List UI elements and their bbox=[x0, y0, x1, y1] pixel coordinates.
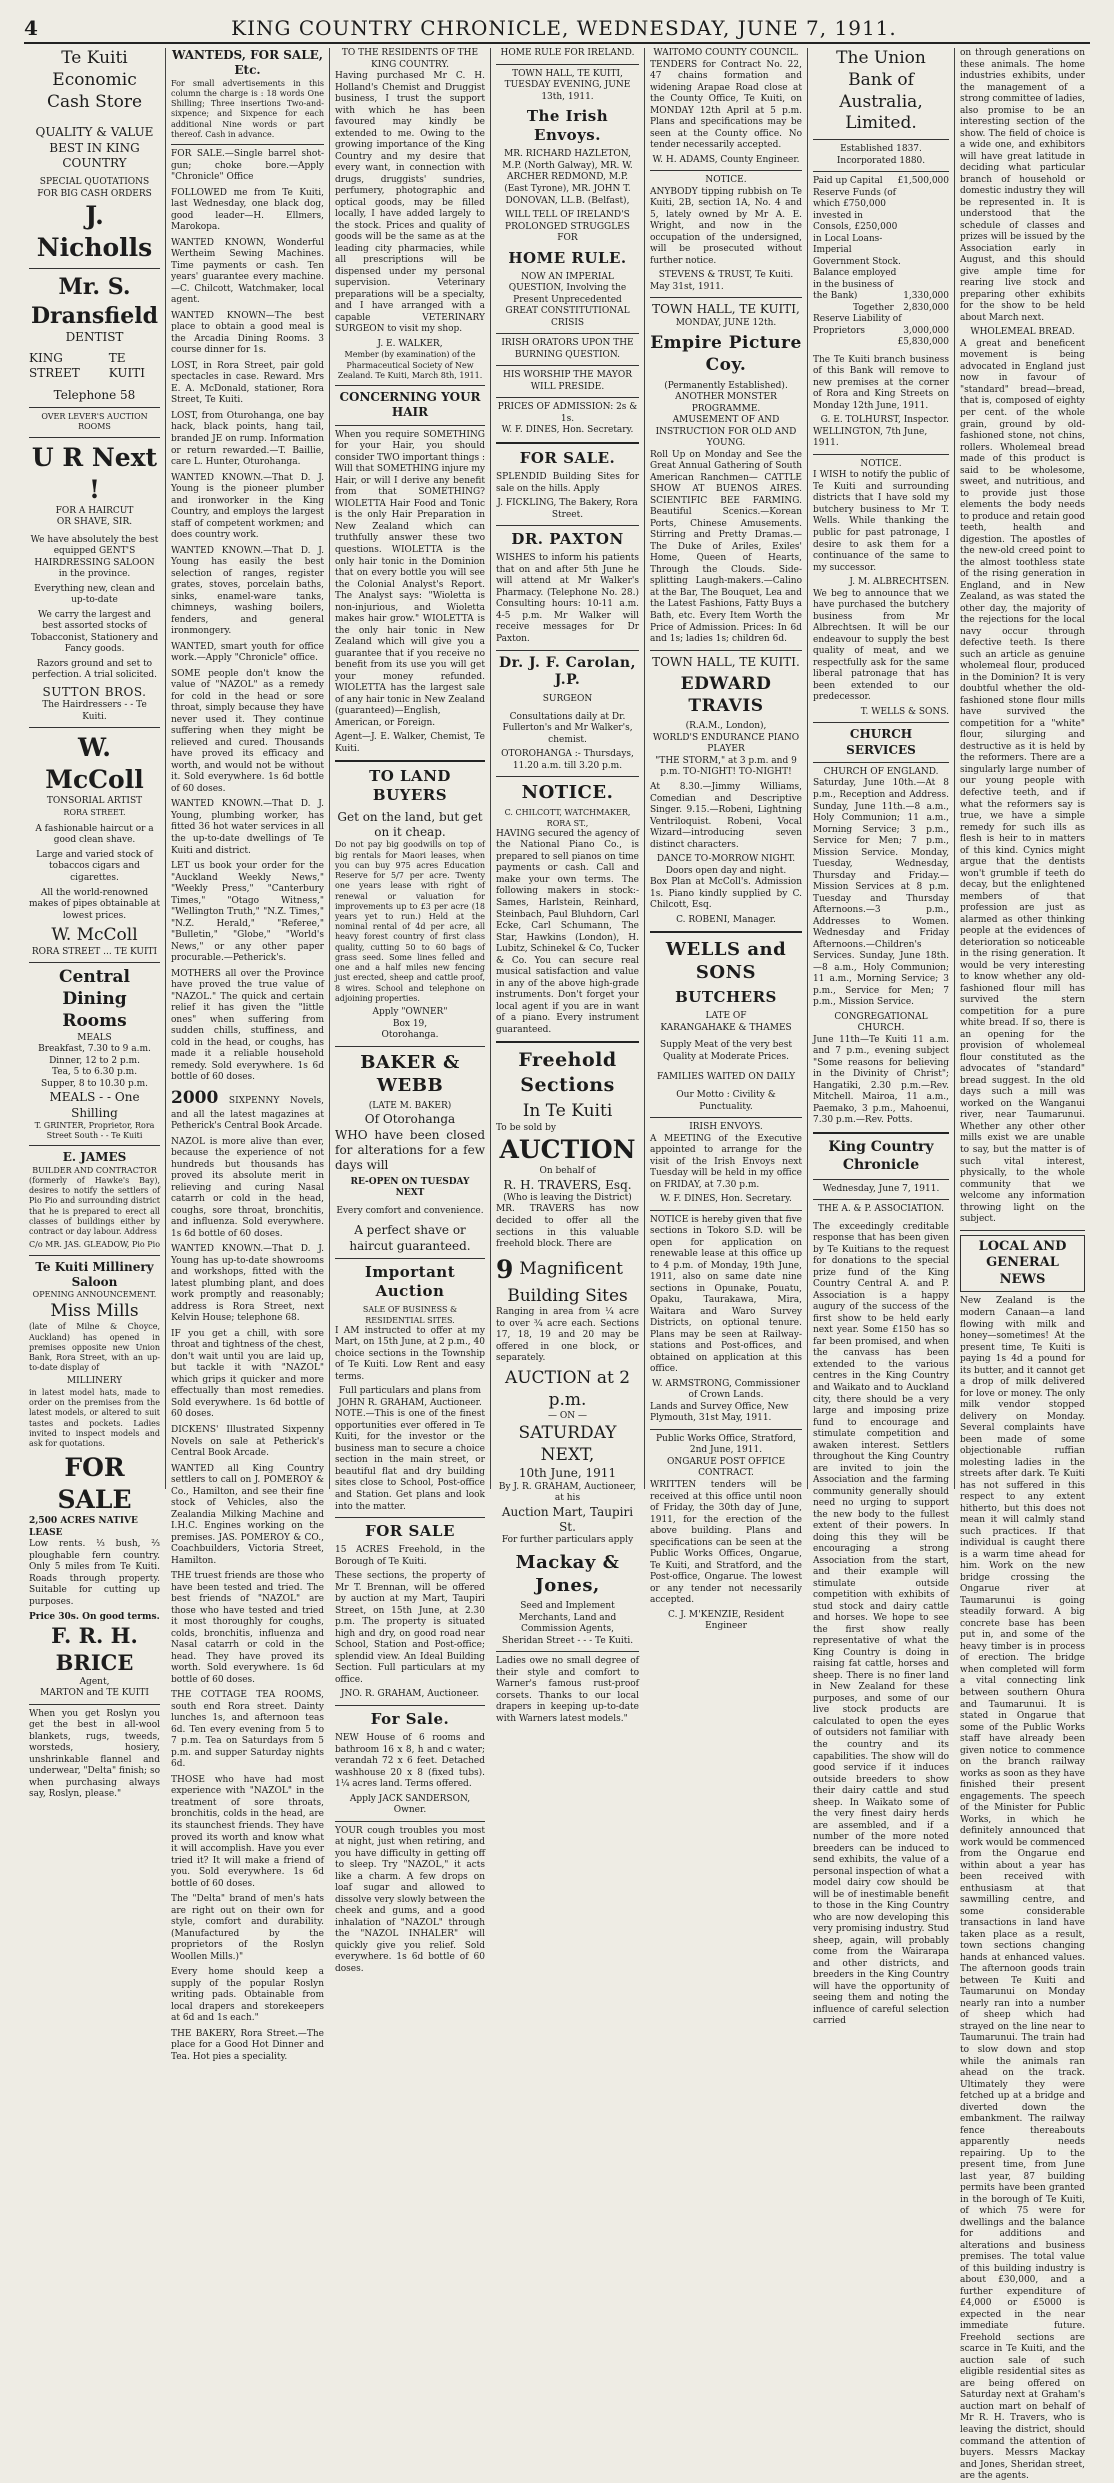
home-rule-heading: HOME RULE FOR IRELAND. bbox=[500, 48, 635, 58]
wellington-date: WELLINGTON, 7th June, 1911. bbox=[813, 426, 928, 449]
reserve-value: 1,330,000 bbox=[903, 291, 949, 302]
graham-name: JOHN R. GRAHAM, Auctioneer. bbox=[338, 1397, 482, 1408]
pianist-label: WORLD'S ENDURANCE PIANO PLAYER bbox=[652, 732, 800, 755]
tenth-june: 10th June, 1911 bbox=[518, 1466, 617, 1481]
ranging-text: Ranging in area from ¼ acre to over ¾ acre each. Sections 17, 18, 19 and 20 may be offered in one block, or separately. bbox=[496, 1307, 639, 1364]
walker-name: J. E. WALKER, bbox=[377, 338, 443, 349]
doors-text: Doors open day and night. bbox=[665, 865, 787, 876]
armstrong: W. ARMSTRONG, Commissioner of Crown Lands. bbox=[652, 1378, 800, 1401]
nazol-inhaler-text: YOUR cough troubles you most at night, just when retiring, and you have difficulty in getting off to sleep. Try "NAZOL," it acts like a charm. A few drops on loaf sugar and allowed to dissolve very slowly between the cheek and gums, and a good inhalation of "NAZOL" through the "NAZOL INHALER" will quickly give you relief. Sold everywhere. 1s 6d bottle of 60 doses. bbox=[335, 1825, 486, 1974]
mccoll-name-2: W. McColl bbox=[51, 925, 138, 946]
worship-preside: HIS WORSHIP THE MAYOR WILL PRESIDE. bbox=[502, 370, 633, 392]
newspaper-title: KING COUNTRY CHRONICLE, WEDNESDAY, JUNE 7, 1911. bbox=[231, 16, 897, 40]
hairdressing-text: We have absolutely the best equipped GENT'S HAIRDRESSING SALOON in the province. bbox=[30, 534, 159, 580]
central-dining: Central Dining Rooms bbox=[59, 967, 130, 1031]
supply-text: Supply Meat of the very best Quality at Moderate Prices. bbox=[660, 1040, 792, 1062]
store-name: Te Kuiti bbox=[61, 48, 128, 68]
albrechtsen-text: I WISH to notify the public of Te Kuiti and surrounding districts that I have sold my butchery business to Mr T. Wells. While thanking the public for past patronage, I desire to ask them for a continuance of the same to my successor. bbox=[813, 470, 949, 573]
over-levers: OVER LEVER'S AUCTION ROOMS bbox=[41, 412, 148, 432]
concerning-hair: CONCERNING YOUR HAIR bbox=[339, 390, 481, 420]
miss-mills: Miss Mills bbox=[50, 1300, 139, 1321]
rora-street-2: RORA STREET ... TE KUITI bbox=[31, 946, 158, 957]
travers-text: MR. TRAVERS has now decided to offer all the sections in this valuable freehold block. There are bbox=[496, 1204, 639, 1250]
baker-webb: BAKER & WEBB bbox=[360, 1051, 460, 1096]
town-hall-2: TOWN HALL, TE KUITI. bbox=[652, 654, 800, 669]
column-7 bbox=[955, 48, 1090, 2482]
edward-travis: EDWARD TRAVIS bbox=[680, 673, 772, 716]
who-leaving: (Who is leaving the District) bbox=[503, 1192, 632, 1203]
land-text: Do not pay big goodwills on top of big rentals for Maori leases, when you can buy 975 acres Education Reserve for 5/7 per acre. Twenty one years lease with right of renewal or valuation for improvements up to £3 per acre (18 years yet to run.) Held at the nominal rental of 4d per acre, all heavy forest country of first class quality, cutting 50 to 60 bags of grass seed. Some lines felled and one and a half miles new fencing just erected, sheep and cattle proof, 8 wires. School and telephone on adjoining properties. bbox=[335, 840, 485, 1003]
classified-ad: WANTED KNOWN.—That D. J. Young, plumbing worker, has fitted 36 hot water services in all the up-to-date dwellings of Te Kuiti and district. bbox=[171, 799, 324, 856]
robeni-name: C. ROBENI, Manager. bbox=[676, 914, 776, 925]
families-text: FAMILIES WAITED ON DAILY bbox=[656, 1072, 796, 1083]
classified-ad: SIXPENNY Novels, and all the latest magazines at Petherick's Central Book Arcade. bbox=[171, 1095, 324, 1132]
roslyn-text: When you get Roslyn you get the best in all-wool blankets, rugs, tweeds, worsteds, hosiery, unshrinkable flannel and underwear, "Delta" finish; so when purchasing always say, Roslyn, please." bbox=[29, 1708, 160, 1800]
box-number: Box 19, bbox=[392, 1018, 428, 1029]
column-5 bbox=[645, 48, 808, 1632]
motto-text: Our Motto : Civility & Punctuality. bbox=[676, 1090, 776, 1112]
apply-owner: Apply "OWNER" bbox=[372, 1007, 448, 1018]
te-kuiti-label: TE KUITI bbox=[108, 351, 145, 381]
classified-ad: FOR SALE.—Single barrel shot-gun; choke bore.—Apply "Chronicle" Office bbox=[171, 149, 324, 183]
reopen-text: RE-OPEN ON TUESDAY NEXT bbox=[350, 1176, 470, 1199]
newspaper-columns bbox=[24, 48, 1090, 2482]
walker-sub: Member (by examination) of the Pharmaceutical Society of New Zealand. Te Kuiti, March 8th, 1911. bbox=[337, 350, 483, 380]
notice-heading: NOTICE. bbox=[521, 782, 614, 804]
important-auction: Important Auction bbox=[364, 1262, 456, 1301]
box-plan: Box Plan at McColl's. Admission 1s. Piano kindly supplied by C. Chilcott, Esq. bbox=[650, 877, 802, 911]
new-house-text: NEW House of 6 rooms and bathroom 16 x 8, h and c water; verandah 72 x 6 feet. Detached washhouse 20 x 8 (fixed tubs). 1¼ acres land. Terms offered. bbox=[335, 1733, 485, 1790]
envoys-list: MR. RICHARD HAZLETON, M.P. (North Galway), MR. W. ARCHER REDMOND, M.P. (East Tyrone), MR. JOHN T. DONOVAN, LL.B. (Belfast), bbox=[502, 149, 633, 206]
church-of-england: CHURCH OF ENGLAND. bbox=[823, 766, 939, 777]
classified-ad: Every home should keep a supply of the popular Roslyn writing pads. Obtainable from local drapers and storekeepers at 6d and 1s each." bbox=[171, 1967, 324, 2024]
column-2 bbox=[166, 48, 330, 2062]
splendid-text: SPLENDID Building Sites for sale on the hills. Apply bbox=[496, 472, 639, 494]
razors-text: Razors ground and set to perfection. A trial solicited. bbox=[31, 658, 158, 681]
king-street: KING STREET bbox=[29, 351, 80, 381]
meeting-text: A MEETING of the Executive appointed to arrange for the visit of the Irish Envoys next Tuesday will be held in my office on FRIDAY, at 7.30 p.m. bbox=[650, 1133, 802, 1190]
magnificent-label: Magnificent bbox=[519, 1258, 623, 1279]
town-hall: TOWN HALL, TE KUITI, bbox=[652, 302, 800, 317]
wanteds-note: For small advertisements in this column the charge is : 18 words One Shilling; Three insertions Two-and-sixpence; and Sixpence for each additional Nine words or part thereof. Cash in advance. bbox=[171, 78, 324, 139]
sutton-name: SUTTON BROS. bbox=[42, 684, 147, 699]
special-line: SPECIAL QUOTATIONS bbox=[39, 177, 150, 188]
meals-label: MEALS bbox=[77, 1032, 112, 1043]
tea-time: Tea, 5 to 6.30 p.m. bbox=[51, 1067, 138, 1078]
established: Established 1837. Incorporated 1880. bbox=[836, 144, 926, 166]
ongarue-contract: ONGARUE POST OFFICE CONTRACT. bbox=[666, 1456, 786, 1479]
classified-ad: WANTED KNOWN.—That D. J. Young is the pioneer plumber and ironworker in the King Country, and employs the largest staff of competent workmen; and does country work. bbox=[171, 472, 324, 541]
services-text: Saturday, June 10th.—At 8 p.m., Reception and Address. Sunday, June 11th.—8 a.m., Holy Communion; 11 a.m., Morning Service; 3 p.m., Service for Men; 7 p.m., Mission Service. Monday, Tuesday, Wednesday, Thursday and Friday.—Mission Services at 8 p.m. Tuesday and Thursday Afternoons.—3 p.m., Addresses to Women. Wednesday and Friday Afternoons.—Children's Services. Sunday, June 18th.—8 a.m., Holy Communion; 11 a.m., Morning Service; 3 p.m., Service for Men; 7 p.m., Mission Service. bbox=[813, 778, 949, 1008]
quality-line: QUALITY & VALUE bbox=[35, 125, 154, 140]
pipes-text: All the world-renowned makes of pipes obtainable at lowest prices. bbox=[29, 887, 160, 921]
mckenzie: C. J. M'KENZIE, Resident Engineer bbox=[668, 1609, 784, 1632]
in-te-kuiti: In Te Kuiti bbox=[522, 1100, 613, 1121]
wells-sons: WELLS and SONS bbox=[665, 939, 787, 984]
hairdressers-line: The Hairdressers - - Te Kuiti. bbox=[42, 700, 147, 722]
ap-text: The exceedingly creditable response that has been given by Te Kuitians to the request for donations to the special prize fund of the King Country Central A. and P. Association is a happy augury of the success of the first show to be held early next year. Some £150 has so far been promised, and when the canvass has been extended to the various centres in the King Country and Waikato and to Auckland city, there should be a very large and imposing prize fund to encourage and stimulate competition and awaken interest. Settlers throughout the King Country are invited to join the Association and the farming community generally should need no urging to support the new body to the fullest extent of their powers. In doing this they will be encouraging a strong Association from the start, and their example will stimulate outside competition with exhibits of stud stock and dairy cattle and horses. We hope to see the first show really representative of what the King Country is doing in raising fat cattle, horses and sheep. There is no finer land in New Zealand for these purposes, and some of our live stock products are calculated to open the eyes of outsiders not familiar with the country and its capabilities. The show will do good service if it induces outside breeders to show their dairy cattle and stud sheep. In Waikato some of the very finest dairy herds are assembled, and if a number of the more noted breeders can be induced to send exhibits, the value of a personal inspection of what a model dairy cow should be will be of inestimable benefit to those in the King Country who are now developing this very promising industry. Stud sheep, again, will probably come from the Wairarapa and other districts, and breeders in the King Country will have the opportunity of seeing them and noting the influence of careful selection carried bbox=[813, 1221, 949, 2027]
note-text: NOTE.—This is one of the finest opportunities ever offered in Te Kuiti, for the investor or the business man to secure a choice section in the main street, or beautiful flat and dry building sites close to School, Post-office and Station. Get plans and look into the matter. bbox=[335, 1409, 485, 1512]
haircut-line: FOR A HAIRCUT OR SHAVE, SIR. bbox=[55, 505, 134, 528]
together-value: 2,830,000 bbox=[903, 302, 949, 313]
acres15-text: These sections, the property of Mr T. Brennan, will be offered by auction at my Mart, Taupiri Street, on 15th June, at 2.30 p.m. The property is situated high and dry, on good road near School, Station and Post-office; splendid view. An Ideal Building Section. Full particulars at my office. bbox=[335, 1571, 485, 1685]
waitomo-heading: WAITOMO COUNTY COUNCIL. bbox=[653, 48, 799, 58]
classified-ad: DICKENS' Illustrated Sixpenny Novels on sale at Petherick's Central Book Arcade. bbox=[171, 1424, 324, 1459]
classified-ad: WANTED all King Country settlers to call on J. POMEROY & Co., Hamilton, and see their fine stock of Vehicles, also the Zealandia Milking Machine and I.H.C. Engines working on the premises. JAS. POMEROY & CO., Coachbuilders, Victoria Street, Hamilton. bbox=[171, 1463, 324, 1566]
gleadow: C/o MR. JAS. GLEADOW, Pio Pio bbox=[29, 1240, 161, 1250]
classified-ad: SOME people don't know the value of "NAZOL" as a remedy for cold in the head or sore throat, simply because they have never used it. They continue suffering when they might be relieved and cured. Thousands have proved its efficacy and worth, and would not be without it. Sold everywhere. 1s 6d bottle of 60 doses. bbox=[171, 668, 324, 794]
branch-text: The Te Kuiti branch business of this Bank will remove to new premises at the corner of Rora and King Streets on Monday 12th June, 1911. bbox=[813, 354, 949, 411]
storm-text: "THE STORM," at 3 p.m. and 9 p.m. TO-NIGHT! TO-NIGHT! bbox=[655, 755, 797, 778]
tonsorial: TONSORIAL ARTIST bbox=[46, 796, 143, 807]
nicholls-name: J. Nicholls bbox=[36, 201, 153, 263]
wholemeal-heading: WHOLEMEAL BREAD. bbox=[970, 327, 1075, 338]
seed-merchants: Seed and Implement Merchants, Land and Commission Agents, bbox=[518, 1601, 617, 1635]
column-3 bbox=[330, 48, 491, 1974]
notice-sections: NOTICE is hereby given that five sections in Tokoro S.D. will be open for application on renewable lease at this office up to 4 p.m. of Monday, 19th June, 1911, also on same date nine sections in Opunake, Pouatu, Opaku, Taurakawa, Mira, Waitara and Waro Survey Districts, on optional tenure. Plans may be seen at Railway-stations and Post-offices, and obtained on application at this office. bbox=[650, 1214, 802, 1375]
fashionable-text: A fashionable haircut or a good clean shave. bbox=[35, 823, 154, 846]
special-line-2: FOR BIG CASH ORDERS bbox=[37, 188, 152, 199]
grinter: T. GRINTER, Proprietor, Rora Street South - - Te Kuiti bbox=[34, 1120, 155, 1141]
classified-ad: NAZOL is more alive than ever, because the experience of not hundreds but thousands has proved its absolute merit in relieving and curing Nasal catarrh or cold in the head, coughs, sore throat, bronchitis, and influenza. Sold everywhere. 1s 6d bottle of 60 doses. bbox=[171, 1136, 324, 1239]
supper-time: Supper, 8 to 10.30 p.m. bbox=[41, 1078, 148, 1089]
of-otorohanga: Of Otorohanga bbox=[364, 1112, 456, 1127]
notice-heading: NOTICE. bbox=[705, 175, 747, 186]
marton-label: MARTON and TE KUITI bbox=[40, 1688, 149, 1699]
best-line: BEST IN KING COUNTRY bbox=[49, 140, 140, 170]
mills-text-2: in latest model hats, made to order on the premises from the latest models, or altered to suit tastes and pockets. Ladies invited to inspect models and ask for quotations. bbox=[29, 1387, 160, 1449]
rora-street: RORA STREET. bbox=[63, 807, 126, 817]
agent-label: Agent, bbox=[79, 1676, 110, 1687]
classified-ad: FOLLOWED me from Te Kuiti, last Wednesday, one black dog, good leader—H. Ellmers, Marokopa. bbox=[171, 187, 324, 233]
freehold-heading: Freehold Sections bbox=[518, 1049, 617, 1096]
classified-ad: LOST, in Rora Street, pair gold spectacles in case. Reward. Mrs E. A. McDonald, stationer, Rora Street, Te Kuiti. bbox=[171, 360, 324, 406]
cong-text: June 11th—Te Kuiti 11 a.m. and 7 p.m., evening subject "Some reasons for believing in the Divinity of Christ"; Hangatiki, 2.30 p.m.—Rev. Mitchell. Mairoa, 11 a.m., Paemako, 3 p.m., Mahoenui, 7.30 p.m.—Rev. Potts. bbox=[813, 1034, 949, 1126]
monday-date: MONDAY, JUNE 12th. bbox=[675, 317, 777, 328]
dines-name-2: W. F. DINES, Hon. Secretary. bbox=[660, 1194, 792, 1205]
hair-text: When you require SOMETHING for your Hair, you should consider TWO important things : Will that SOMETHING injure my Hair, or will I derive any benefit from that SOMETHING? WIOLETTA Hair Food and Tonic is the only Hair Preparation in New Zealand which can truthfully answer these two questions. WIOLETTA is the only hair tonic in the Dominion that on every bottle you will see the Colonial Analyst's Report. The Analyst says: "Wioletta is non-injurious, and Wioletta makes hair grow." WIOLETTA is the only hair tonic in New Zealand which will give you a guarantee that if you receive no benefit from its use you will get your money refunded. WIOLETTA has the largest sale of any hair tonic in New Zealand (guaranteed)—English, American, or Foreign. bbox=[335, 429, 486, 728]
opening: OPENING ANNOUNCEMENT. bbox=[32, 1290, 157, 1300]
builder-label: BUILDER AND CONTRACTOR bbox=[32, 1165, 157, 1175]
sheridan-street: Sheridan Street - - - Te Kuiti. bbox=[501, 1635, 634, 1646]
column-1 bbox=[24, 48, 166, 1800]
tolhurst: G. E. TOLHURST, Inspector. bbox=[820, 415, 949, 426]
paid-up-label: Paid up Capital bbox=[813, 176, 883, 187]
surgeon-label: SURGEON bbox=[542, 694, 593, 705]
auction-heading: AUCTION bbox=[499, 1135, 636, 1165]
lands-office: Lands and Survey Office, New Plymouth, 31st May, 1911. bbox=[650, 1401, 789, 1424]
tenders-text: TENDERS for Contract No. 22, 47 chains formation and widening Arapae Road close at the County Office, Te Kuiti, on MONDAY 12th April at 5 p.m. Plans and specifications may be seen at the County office. No tender necessarily accepted. bbox=[650, 59, 802, 151]
auction-text: I AM instructed to offer at my Mart, on 15th June, at 2 p.m., 40 choice sections in the Township of Te Kuiti. Low Rent and easy terms. bbox=[335, 1325, 485, 1382]
irish-orators: IRISH ORATORS UPON THE BURNING QUESTION. bbox=[501, 338, 634, 360]
classified-ad: THOSE who have had most experience with "NAZOL" in the treatment of sore throats, bronchitis, colds in the head, are its staunchest friends. They have proved its worth and know what it will accomplish. Have you ever tried it? It will make a friend of you. Sold everywhere. 1s 6d bottle of 60 doses. bbox=[171, 1774, 324, 1889]
wanteds-title: WANTEDS, FOR SALE, Etc. bbox=[172, 48, 323, 78]
auction-at: AUCTION at 2 p.m. bbox=[504, 1367, 631, 1410]
ap-heading: THE A. & P. ASSOCIATION. bbox=[818, 1204, 944, 1215]
liability-value: 3,000,000 bbox=[903, 325, 949, 336]
admission-prices: PRICES OF ADMISSION: 2s & 1s. bbox=[497, 402, 638, 424]
comfort-text: Every comfort and convenience. bbox=[336, 1205, 484, 1216]
local-news-heading: LOCAL AND GENERAL NEWS bbox=[960, 1235, 1085, 1293]
further-particulars: For further particulars apply bbox=[501, 1535, 634, 1546]
get-land: Get on the land, but get on it cheap. bbox=[337, 809, 483, 839]
to-be-sold: To be sold by bbox=[496, 1122, 556, 1133]
for-sale-heading-2: For Sale. bbox=[370, 1709, 450, 1728]
classified-ad: THE truest friends are those who have been tested and tried. The best friends of "NAZOL" are those who have tested and tried it most thoroughly for coughs, colds, bronchitis, influenza and Nasal catarrh or cold in the head. They have proved its worth. Sold everywhere. 1s 6d bottle of 60 doses. bbox=[171, 1571, 324, 1685]
consult-text: Consultations daily at Dr. Fullerton's and Mr Walker's, chemist. bbox=[502, 711, 633, 745]
auction-mart: Auction Mart, Taupiri St. bbox=[501, 1504, 634, 1535]
builder-text: (formerly of Hawke's Bay), desires to notify the settlers of Pio Pio and surrounding district that he is prepared to erect all classes of buildings either by contract or day labour. Address bbox=[29, 1175, 160, 1237]
full-particulars: Full particulars and plans from bbox=[338, 1386, 482, 1397]
programme-text: Roll Up on Monday and See the Great Annual Gathering of South American Ranchmen— CATTLE SHOW AT BUENOS AIRES. SCIENTIFIC BEE FARMING. Beautiful Scenics.—Korean Ports, Chinese Amusements. Stirring and Pretty Dramas.—The Duke of Ariles, Exiles' Home, Queen of Hearts, Through the Clouds. Side-splitting Laugh-makers.—Calino at the Bar, The Bouquet, Lea and the Latest Fashions, Fatty Buys a Bath, etc. Every Item Worth the Price of Admission. Prices: In 6d and 1s; ladies 1s; children 6d. bbox=[650, 449, 802, 645]
late-of: LATE OF bbox=[705, 1011, 747, 1022]
largest-text: We carry the largest and best assorted stocks of Tobacconist, Stationery and Fancy goods. bbox=[30, 609, 159, 655]
ladies-text: Ladies owe no small degree of their style and comfort to Warner's famous rust-proof corsets. Thanks to our local drapers in keeping up-to-date with Warners latest models." bbox=[496, 1656, 639, 1724]
irish-envoys: The Irish Envoys. bbox=[526, 107, 609, 145]
millinery-label: MILLINERY bbox=[66, 1376, 123, 1387]
union-bank: The Union Bank of bbox=[836, 48, 926, 90]
masthead bbox=[24, 14, 1090, 44]
classified-ad: THE BAKERY, Rora Street.—The place for a Good Hot Dinner and Tea. Hot pies a speciality. bbox=[171, 2028, 324, 2062]
otorohanga-hours: OTOROHANGA :- Thursdays, 11.20 a.m. till 3.20 p.m. bbox=[501, 749, 634, 771]
for-sale-heading: FOR SALE bbox=[57, 1453, 132, 1515]
bread-text: A great and beneficent movement is being advocated in England just now in favour of "standard" bread—bread, that is, composed of eighty per cent. of the whole grain, ground by old-fashioned stone, not chins, rollers. Wholemeal bread made of this product is said to be wholesome, sweet, and nutritious, and to provide just those elements the body needs to produce and retain good teeth, health and digestion. The apostles of the new-old creed point to the almost toothless state of the rising generation in England, and in New Zealand, as was stated the other day, the majority of the rejections for the local navy occur through defective teeth. Is there such an article as genuine wholemeal flour, produced in the Dominion? It is very doubtful whether the old-fashioned stone flour mills have survived the competition for a "white" flour, silurging and destructive as it is held by the reformers. There are a singularly large number of our young people with defective teeth, and if what the reformers say is true, we have a simple remedy for such ills as flesh is heir to in matters of this kind. Cynics might argue that the dentists won't grumble if teeth do decay, but the enlightened members of that profession are just as alarmed as other thinking people at the evidences of deterioration so noticeable in the rising generation. It would be very interesting to know whether any old-fashioned flour mill has survived the stern competition for a pure white bread. If so, there is an opening for the provision of wholemeal flour constituted as the advocates of "standard" bread suggest. In the old days such a mill was worked on the Wanganui river, near Taumarunui. Whether any other other mills exist we are unable to say, but the matter is of such vital interest, physically, to the whole community that we welcome any information throwing light on the subject. bbox=[960, 338, 1085, 1225]
everything-text: Everything new, clean and up-to-date bbox=[34, 583, 155, 606]
one-shilling: MEALS - - One Shilling bbox=[49, 1090, 140, 1120]
land-buyers: TO LAND BUYERS bbox=[369, 767, 451, 805]
graham-name-2: JNO. R. GRAHAM, Auctioneer. bbox=[340, 1689, 480, 1700]
sale-of: SALE OF BUSINESS & RESIDENTIAL SITES. bbox=[362, 1305, 458, 1325]
dr-paxton: DR. PAXTON bbox=[511, 530, 624, 549]
building-sites: Building Sites bbox=[507, 1285, 628, 1306]
otorohanga-label: Otorohanga. bbox=[381, 1030, 439, 1041]
tuesday-date: TUESDAY EVENING, JUNE 13th, 1911. bbox=[504, 80, 631, 102]
classified-ad: LOST, from Oturohanga, one bay hack, black points, hang tail, branded JE on rump. Information or return rewarded.—T. Baillie, care L. Hunter, Oturohanga. bbox=[171, 410, 324, 468]
page-number: 4 bbox=[24, 16, 38, 40]
dinner-time: Dinner, 12 to 2 p.m. bbox=[49, 1055, 140, 1066]
millinery-saloon: Te Kuiti Millinery Saloon bbox=[35, 1259, 154, 1289]
dransfield-name: Mr. S. Dransfield bbox=[30, 274, 159, 329]
karangahake: KARANGAHAKE & THAMES bbox=[660, 1022, 792, 1033]
classified-ad: WANTED KNOWN.—That D. J. Young has easily the best selection of ranges, register grates, stoves, porcelain baths, sinks, enamel-ware tanks, chimneys, washing boilers, fenders, and general ironmongery. bbox=[171, 545, 324, 637]
total-value: £5,830,000 bbox=[897, 337, 949, 348]
church-services: CHURCH SERVICES bbox=[846, 727, 916, 757]
classified-ad: WANTED KNOWN, Wonderful Wertheim Sewing Machines. Time payments or cash. Ten years' guarantee every machine.—C. Chilcott, Watchmaker, local agent. bbox=[171, 237, 324, 306]
classified-ad: MOTHERS all over the Province have proved the true value of "NAZOL." The quick and certain relief it has given the "little ones" when suffering from sudden chills, stuffiness, and cold in the head, or coughs, has made it a reliable household remedy. Sold everywhere. 1s 6d bottle of 60 doses. bbox=[171, 968, 324, 1083]
dance-text: DANCE TO-MORROW NIGHT. bbox=[656, 854, 796, 865]
classified-ad: THE COTTAGE TEA ROOMS, south end Rora street. Dainty lunches 1s, and afternoon teas 6d. Ten every evening from 5 to 7 p.m. Tea on Saturdays from 5 p.m. and supper Saturday nights 6d. bbox=[171, 1690, 324, 1770]
together-label: Together bbox=[853, 302, 894, 313]
ram-label: (R.A.M., London), bbox=[685, 721, 767, 732]
anybody-text: ANYBODY tipping rubbish on Te Kuiti, 2B, section 1A, No. 4 and 5, lately owned by Mr A. E. Wright, and now in the occupation of the undersigned, will be prosecuted without further notice. bbox=[650, 186, 802, 266]
sanderson: Apply JACK SANDERSON, Owner. bbox=[349, 1793, 471, 1816]
wells-sons: T. WELLS & SONS. bbox=[860, 706, 949, 717]
saturday-next: SATURDAY NEXT, bbox=[518, 1422, 617, 1465]
telephone: Telephone 58 bbox=[53, 387, 136, 402]
dr-carolan: Dr. J. F. Carolan, J.P. bbox=[499, 654, 636, 689]
acres-text: Low rents. ⅓ bush, ⅔ ploughable fern country. Only 5 miles from Te Kuiti. Roads through property. Suitable for cutting up purposes. bbox=[29, 1539, 160, 1607]
classified-ad: WANTED KNOWN—The best place to obtain a good meal is the Arcadia Dining Rooms. 3 course dinner for 1s. bbox=[171, 310, 324, 356]
dentist-label: DENTIST bbox=[65, 329, 124, 344]
for-sale-heading: FOR SALE. bbox=[519, 448, 616, 467]
news-text: New Zealand is the modern Canaan—a land flowing with milk and honey—sometimes! At the present time, Te Kuiti is paying 1s 4d a pound for its butter, and it cannot get a drop of milk delivered for love or money. The only milk vendor stopped delivery on Monday. Several complaints have been made of some objectionable ruffian molesting ladies in the streets after dark. Te Kuiti has not suffered in this respect to any extent hitherto, but this does not mean it will calmly stand such practices. If that individual is caught there is a warm time ahead for him. Work on the new bridge crossing the Ongarue river at Taumarunui is going steadily forward. A big concrete base has been put in, and some of the heavy timber is in process of erection. The bridge when completed will form a vital connecting link between southern Ohura and Taumarunui. It is stated in Ongarue that some of the Public Works staff have already been given notice to commence on the branch railway works as soon as they have finished their present engagements. The speech of the Minister for Public Works, in which he definitely announced that work would be commenced from the Ongarue end within about a year has been received with enthusiasm at that sawmilling centre, and some considerable transactions in land have taken place as a result, town sections changing hands at enhanced values. The afternoon goods train between Te Kuiti and Taumarunui on Monday nearly ran into a number of sheep which had strayed on the line near to Taumarunui. The train had to slow down and stop while the animals ran ahead on the track. Ultimately they were fetched up at a bridge and diverted down the embankment. The railway fence thereabouts apparently needs repairing. Up to the present time, from June last year, 87 building permits have been granted in the borough of Te Kuiti, of which 75 were for dwellings and the balance for additions and alterations and business premises. The total value of this building industry is about £30,000, and a further expenditure of £4,000 or £5000 is expected in the near immediate future. Freehold sections are scarce in Te Kuiti, and the auction sale of such eligible residential sites as are being offered on Saturday next at Graham's auction mart on behalf of Mr R. H. Travers, who is leaving the district, should command the attention of buyers. Messrs Mackay and Jones, Sheridan street, are the agents. bbox=[960, 1296, 1085, 2482]
town-hall: TOWN HALL, TE KUITI, bbox=[512, 68, 623, 79]
residents-heading: TO THE RESIDENTS OF THE KING COUNTRY. bbox=[341, 48, 479, 70]
congregational: CONGREGATIONAL CHURCH. bbox=[834, 1011, 928, 1034]
permanently: (Permanently Established). bbox=[664, 380, 788, 391]
kcc-title: King Country Chronicle bbox=[828, 1138, 934, 1173]
classified-ad: The "Delta" brand of men's hats are right out on their own for style, comfort and durability. (Manufactured by the proprietors of the Roslyn Woollen Mills.)" bbox=[171, 1894, 324, 1962]
tobaccos-text: Large and varied stock of tobaccos cigars and cigarettes. bbox=[36, 849, 153, 883]
residents-text: Having purchased Mr C. H. Holland's Chemist and Druggist business, I trust the support with which he has been favoured may kindly be extended to me. Owing to the growing importance of the King Country and my desire that every want, in connection with drugs, druggists' sundries, perfumery, photographic and optical goods, may be filled locally, I have added largely to the stock. Prices and quality of goods will be the same as at the leading city pharmacies, while all prescriptions will be dispensed under my personal supervision. Veterinary preparations will be a specialty, and I have arranged with a capable VETERINARY SURGEON to visit my shop. bbox=[335, 71, 485, 335]
will-tell: WILL TELL OF IRELAND'S PROLONGED STRUGGLES FOR bbox=[505, 210, 630, 244]
liability-label: Reserve Liability of Proprietors bbox=[813, 314, 902, 336]
chilcott-name: C. CHILCOTT, WATCHMAKER, RORA ST., bbox=[504, 808, 631, 828]
irish-envoys-2: IRISH ENVOYS. bbox=[689, 1122, 763, 1133]
stevens-trust: STEVENS & TRUST, Te Kuiti. bbox=[658, 270, 794, 281]
wells-text: We beg to announce that we have purchased the butchery business from Mr Albrechtsen. It will be our endeavour to supply the best quality of meat, and we respectfully ask for the same liberal patronage that has been extended to our predecessor. bbox=[813, 588, 949, 703]
late-baker: (LATE M. BAKER) bbox=[368, 1100, 452, 1111]
fickling-name: J. FICKLING, The Bakery, Rora Street. bbox=[497, 498, 638, 520]
hair-agent: Agent—J. E. Walker, Chemist, Te Kuiti. bbox=[335, 732, 485, 754]
butchers-label: BUTCHERS bbox=[675, 988, 777, 1007]
on-label: — ON — bbox=[548, 1411, 587, 1422]
albrechtsen-name: J. M. ALBRECHTSEN. bbox=[849, 577, 949, 588]
imperial: NOW AN IMPERIAL QUESTION, Involving the Present Unprecedented GREAT CONSTITUTIONAL CRISIS bbox=[505, 271, 630, 328]
acres-heading: 2,500 ACRES NATIVE LEASE bbox=[29, 1516, 138, 1538]
closed-text: WHO have been closed for alterations for a few days will bbox=[335, 1127, 485, 1173]
may-date: May 31st, 1911. bbox=[650, 281, 724, 292]
ejames-name: E. JAMES bbox=[62, 1150, 127, 1165]
acts-text: At 8.30.—Jimmy Williams, Comedian and Descriptive Singer. 9.15.—Robeni, Lightning Ventriloquist. Robeni, Vocal Wizard—introducing seven distinct characters. bbox=[650, 781, 802, 850]
mills-text: (late of Milne & Choyce, Auckland) has opened in premises opposite new Union Bank, Rora Street, with an up-to-date display of bbox=[29, 1322, 160, 1373]
dines-name: W. F. DINES, Hon. Secretary. bbox=[501, 425, 634, 436]
amusement: AMUSEMENT OF AND INSTRUCTION FOR OLD AND YOUNG. bbox=[655, 415, 797, 449]
novels-count: 2000 bbox=[171, 1087, 219, 1108]
column-4 bbox=[491, 48, 645, 1724]
perfect-text: A perfect shave or haircut guaranteed. bbox=[349, 1223, 471, 1253]
classified-ad: LET us book your order for the "Auckland Weekly News," "Weekly Press," "Canterbury Times," "Otago Witness," "Wellington Truth," "N.Z. Times," "N.Z. Herald," "Referee," "Bulletin," "Globe," "World's News," or any other paper procurable.—Petherick's. bbox=[171, 861, 324, 964]
travers-name: R. H. TRAVERS, Esq. bbox=[503, 1177, 632, 1192]
australia-limited: Australia, Limited. bbox=[839, 91, 923, 134]
paxton-text: WISHES to inform his patients that on and after 5th June he will attend at Mr Walker's Pharmacy. (Telephone No. 28.) Consulting hours: 10-11 a.m. 4-5 p.m. Mr Walker will receive messages for Dr Paxton. bbox=[496, 553, 639, 644]
acres15-heading: 15 ACRES Freehold, in the Borough of Te Kuiti. bbox=[335, 1545, 485, 1567]
classified-ad: IF you get a chill, with sore throat and tightness of the chest, don't wait until you are laid up, but tackle it with "NAZOL" which grips it quicker and more effectually than most remedies. Sold everywhere. 1s 6d bottle of 60 doses. bbox=[171, 1328, 324, 1420]
notice-heading: NOTICE. bbox=[860, 458, 902, 469]
for-sale-heading: FOR SALE bbox=[365, 1522, 455, 1541]
store-title: Economic Cash Store bbox=[46, 69, 143, 112]
home-rule-2: HOME RULE. bbox=[508, 248, 627, 267]
mackay-jones: Mackay & Jones, bbox=[515, 1552, 620, 1597]
paid-up-value: £1,500,000 bbox=[897, 176, 949, 187]
kcc-date: Wednesday, June 7, 1911. bbox=[822, 1183, 940, 1194]
empire-picture: Empire Picture Coy. bbox=[650, 333, 802, 375]
brice-name: F. R. H. BRICE bbox=[51, 1623, 138, 1675]
mccoll-name: W. McColl bbox=[45, 733, 144, 795]
public-works: Public Works Office, Stratford, 2nd June, 1911. bbox=[655, 1433, 797, 1456]
chilcott-text: HAVING secured the agency of the National Piano Co., is prepared to sell pianos on time payments or cash. Call and make your own terms. The following makers in stock:- Sames, Harlstein, Reinhard, Steinbach, Paul Bluhdorn, Carl Ecke, Carl Schumann, The Star, Hawkins (London), H. Lubitz, Schinekel & Co, Tucker & Co. You can secure real musical satisfaction and value in any of the above high-grade instruments. Don't forget your local agent if you are in want of a piano. Every instrument guaranteed. bbox=[496, 828, 639, 1035]
ur-next: U R Next ! bbox=[31, 442, 158, 504]
monster-programme: ANOTHER MONSTER PROGRAMME. bbox=[675, 392, 777, 414]
ap-continued: on through generations on these animals. The home industries exhibits, under the management of a strong committee of ladies, also promise to be an interesting section of the show. The field of choice is a wide one, and exhibitors will have great latitude in deciding what particular branch of household or domestic industry they will be represented in. It is understood that the schedule of classes and prizes will be issued by the Association early in August, and this should give ample time for rearing live stock and preparing other exhibits for the show to be held about March next. bbox=[960, 48, 1085, 323]
written-tenders: WRITTEN tenders will be received at this office until noon of Friday, the 30th day of June, 1911, for the erection of the above building. Plans and specifications can be seen at the Public Works Offices, Ongarue, Te Kuiti, and Stratford, and the Post-office, Ongarue. The lowest or any tender not necessarily accepted. bbox=[650, 1479, 802, 1606]
on-behalf: On behalf of bbox=[539, 1166, 596, 1177]
price-line: Price 30s. On good terms. bbox=[29, 1611, 160, 1622]
adams-name: W. H. ADAMS, County Engineer. bbox=[652, 154, 800, 165]
reserve-label: Reserve Funds (of which £750,000 invested in Consols, £250,000 in Local Loans- Imperial Government Stock. Balance employed in the business of the Bank) bbox=[813, 187, 901, 302]
classified-ad: WANTED KNOWN.—That D. J. Young has up-to-date showrooms and workshops, fitted with the latest plumbing plant, and does work promptly and reasonably; address is Rora Street, next Kelvin House; telephone 68. bbox=[171, 1244, 324, 1324]
column-6 bbox=[808, 48, 955, 2027]
classified-ad: WANTED, smart youth for office work.—Apply "Chronicle" office. bbox=[171, 641, 324, 664]
breakfast-time: Breakfast, 7.30 to 9 a.m. bbox=[38, 1044, 151, 1055]
by-graham: By J. R. GRAHAM, Auctioneer, at his bbox=[498, 1481, 637, 1504]
nine-number: 9 bbox=[496, 1254, 514, 1284]
